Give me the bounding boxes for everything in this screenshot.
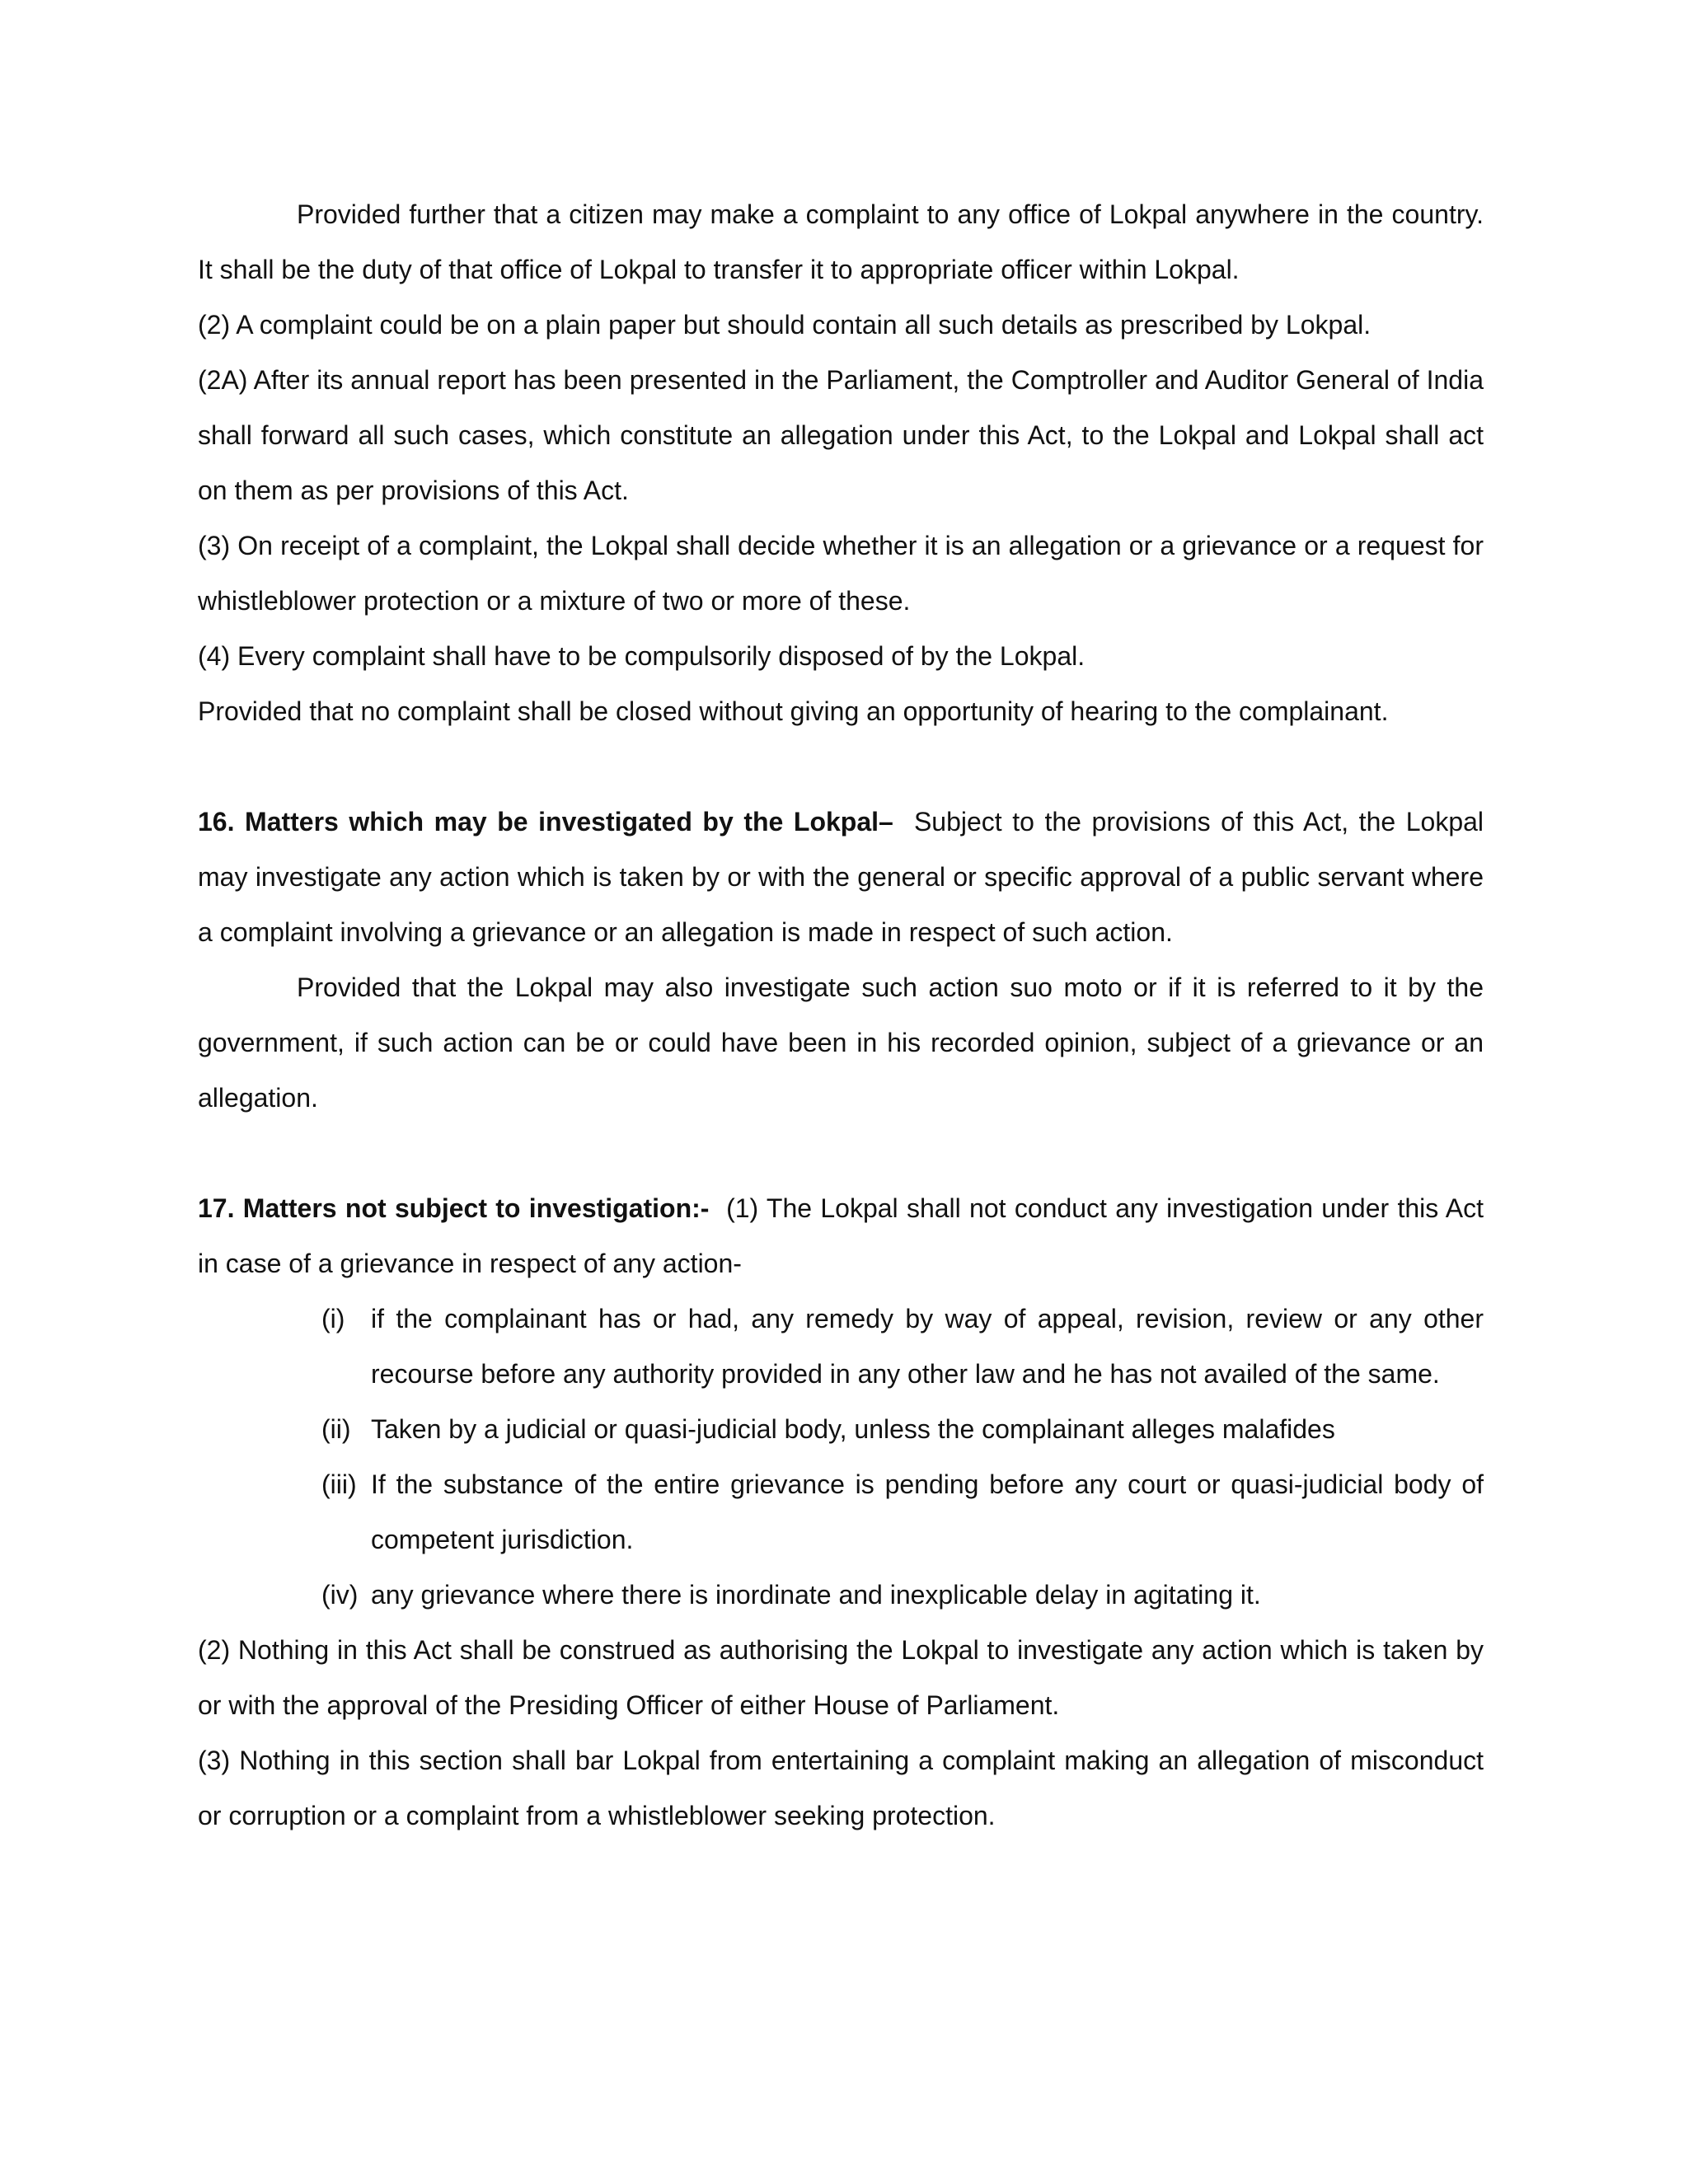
document-body: [198, 187, 1484, 1844]
section-spacer: [198, 1126, 1484, 1181]
clause-2-paragraph: (2) A complaint could be on a plain paper but should contain all such details as prescribed by Lokpal.: [198, 310, 1372, 340]
section-16-heading: 16. Matters which may be investigated by the Lokpal–: [198, 807, 893, 837]
proviso-further-paragraph: Provided further that a citizen may make a complaint to any office of Lokpal anywhere in the country. It shall be the duty of that office of Lokpal to transfer it to appropriate officer within Lokpal.: [198, 199, 1484, 284]
list-item: [321, 1402, 1484, 1457]
section-16-paragraph: [198, 794, 1484, 960]
list-item-text: any grievance where there is inordinate and inexplicable delay in agitating it.: [371, 1580, 1261, 1610]
section-spacer: [198, 739, 1484, 794]
section-17-clause-3-paragraph: (3) Nothing in this section shall bar Lokpal from entertaining a complaint making an allegation of misconduct or corruption or a complaint from a whistleblower seeking protection.: [198, 1746, 1484, 1830]
list-item-text: Taken by a judicial or quasi-judicial body, unless the complainant alleges malafides: [371, 1414, 1335, 1444]
list-item-text: If the substance of the entire grievance is pending before any court or quasi-judicial body of competent jurisdiction.: [371, 1469, 1484, 1554]
clause-4-proviso-paragraph: Provided that no complaint shall be closed without giving an opportunity of hearing to the complainant.: [198, 696, 1389, 726]
list-item-number: (ii): [321, 1414, 351, 1444]
list-item-number: (iii): [321, 1469, 357, 1499]
section-16-proviso-paragraph: Provided that the Lokpal may also investigate such action suo moto or if it is referred to it by the government, if such action can be or could have been in his recorded opinion, subject of a grievance or an allegation.: [198, 972, 1484, 1113]
section-17-paragraph: [198, 1181, 1484, 1291]
list-item-number: (i): [321, 1304, 345, 1333]
list-item: [321, 1291, 1484, 1402]
section-17-body: (1) The Lokpal shall not conduct any investigation under this Act in case of a grievance in respect of any action-: [198, 1193, 1484, 1278]
section-17-heading: 17. Matters not subject to investigation:-: [198, 1193, 710, 1223]
list-item-number: (iv): [321, 1580, 359, 1610]
section-17-clause-2-paragraph: (2) Nothing in this Act shall be construed as authorising the Lokpal to investigate any action which is taken by or with the approval of the Presiding Officer of either House of Parliament.: [198, 1635, 1484, 1720]
list-item-text: if the complainant has or had, any remedy by way of appeal, revision, review or any other recourse before any authority provided in any other law and he has not availed of the same.: [371, 1304, 1484, 1389]
clause-2a-paragraph: (2A) After its annual report has been presented in the Parliament, the Comptroller and Auditor General of India shall forward all such cases, which constitute an allegation under this Act, to the Lokpal and Lokpal shall act on them as per provisions of this Act.: [198, 365, 1484, 505]
list-item: [321, 1457, 1484, 1568]
list-item: [321, 1568, 1484, 1623]
section-16-body: Subject to the provisions of this Act, the Lokpal may investigate any action which is taken by or with the general or specific approval of a public servant where a complaint involving a grievance or an allegation is made in respect of such action.: [198, 807, 1484, 947]
clause-4-paragraph: (4) Every complaint shall have to be compulsorily disposed of by the Lokpal.: [198, 641, 1085, 671]
clause-3-paragraph: (3) On receipt of a complaint, the Lokpal shall decide whether it is an allegation or a grievance or a request for whistleblower protection or a mixture of two or more of these.: [198, 531, 1484, 616]
